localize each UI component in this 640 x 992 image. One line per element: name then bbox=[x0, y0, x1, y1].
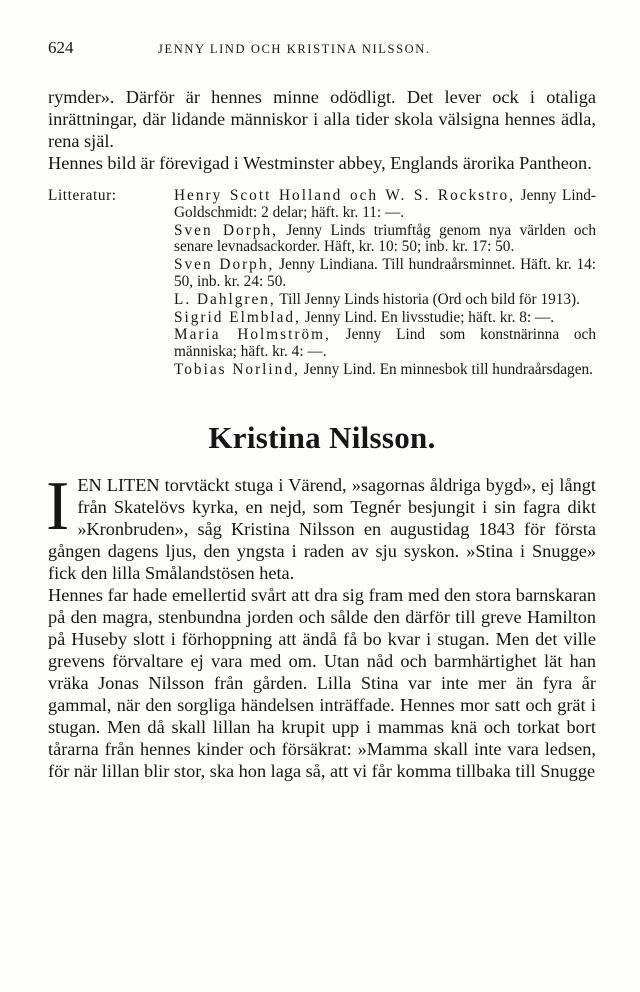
literature-list bbox=[172, 188, 596, 380]
intro-paragraph-1: rymder». Därför är hennes minne odödligt. Det lever ock i otaliga inrättningar, där lidande människor i alla tider skola välsigna hennes ädla, rena själ. bbox=[48, 87, 596, 151]
literature-section bbox=[48, 188, 596, 380]
book-page bbox=[48, 38, 596, 782]
page-number: 624 bbox=[48, 38, 74, 57]
opening-paragraph: IEN LITEN torvtäckt stuga i Värend, »sagornas åldriga bygd», ej långt från Skatelövs kyrka, en nejd, som Tegnér besjungit i sin fagra dikt »Kronbruden», såg Kristina Nilsson en augustidag 1843 för första gången dagens ljus, den yngsta i raden av sju syskon. »Stina i Snugge» fick den lilla Smålandstösen heta. bbox=[46, 467, 596, 583]
running-title: JENNY LIND OCH KRISTINA NILSSON. bbox=[158, 42, 431, 56]
chapter-paragraph-2: Hennes far hade emellertid svårt att dra sig fram med den stora barnskaran på den magra, stenbundna jorden och sålde den därför till greve Hamilton på Huseby slott i förhoppning att ändå få bo kvar i stugan. Men det ville grevens förvaltare ej vara med om. Utan nåd och barmhärtighet lät han vräka Jonas Nilsson från gården. Lilla Stina var inte mer än fyra år gammal, när den sorgliga händelsen inträffade. Hennes mor satt och grät i stugan. Men då skall lillan ha krupit upp i mammas knä och torkat bort tårarna från hennes kinder och försäkrat: »Mamma skall inte vara ledsen, för när lillan blir stor, ska hon laga så, att vi får komma tillbaka till Snugge bbox=[48, 584, 596, 781]
literature-label: Litteratur: bbox=[48, 187, 117, 204]
intro-text bbox=[48, 86, 596, 174]
literature-entry: L. Dahlgren, Till Jenny Linds historia (Ord och bild för 1913). bbox=[174, 290, 580, 308]
literature-entry: Maria Holmström, Jenny Lind som konstnärinna och människa; häft. kr. 4: —. bbox=[174, 326, 596, 361]
literature-entry: Sven Dorph, Jenny Linds triumftåg genom nya världen och senare levnadsackorder. Häft, kr. 10: 50; inb. kr. 17: 50. bbox=[174, 221, 596, 256]
literature-entry: Tobias Norlind, Jenny Lind. En minnesbok till hundraårsdagen. bbox=[174, 360, 593, 378]
literature-entry: Sven Dorph, Jenny Lindiana. Till hundraårsminnet. Häft. kr. 14: 50, inb. kr. 24: 50. bbox=[174, 256, 596, 290]
literature-entry: Henry Scott Holland och W. S. Rockstro, Jenny Lind-Goldschmidt: 2 delar; häft. kr. 11: —. bbox=[174, 187, 597, 221]
chapter-text bbox=[46, 467, 596, 782]
drop-cap: I bbox=[46, 467, 70, 545]
literature-entry: Sigrid Elmblad, Jenny Lind. En livsstudie; häft. kr. 8: —. bbox=[174, 308, 555, 326]
page-header bbox=[48, 38, 596, 68]
section-title: Kristina Nilsson. bbox=[208, 419, 436, 455]
intro-paragraph-2: Hennes bild är förevigad i Westminster abbey, Englands ärorika Pantheon. bbox=[48, 153, 592, 173]
